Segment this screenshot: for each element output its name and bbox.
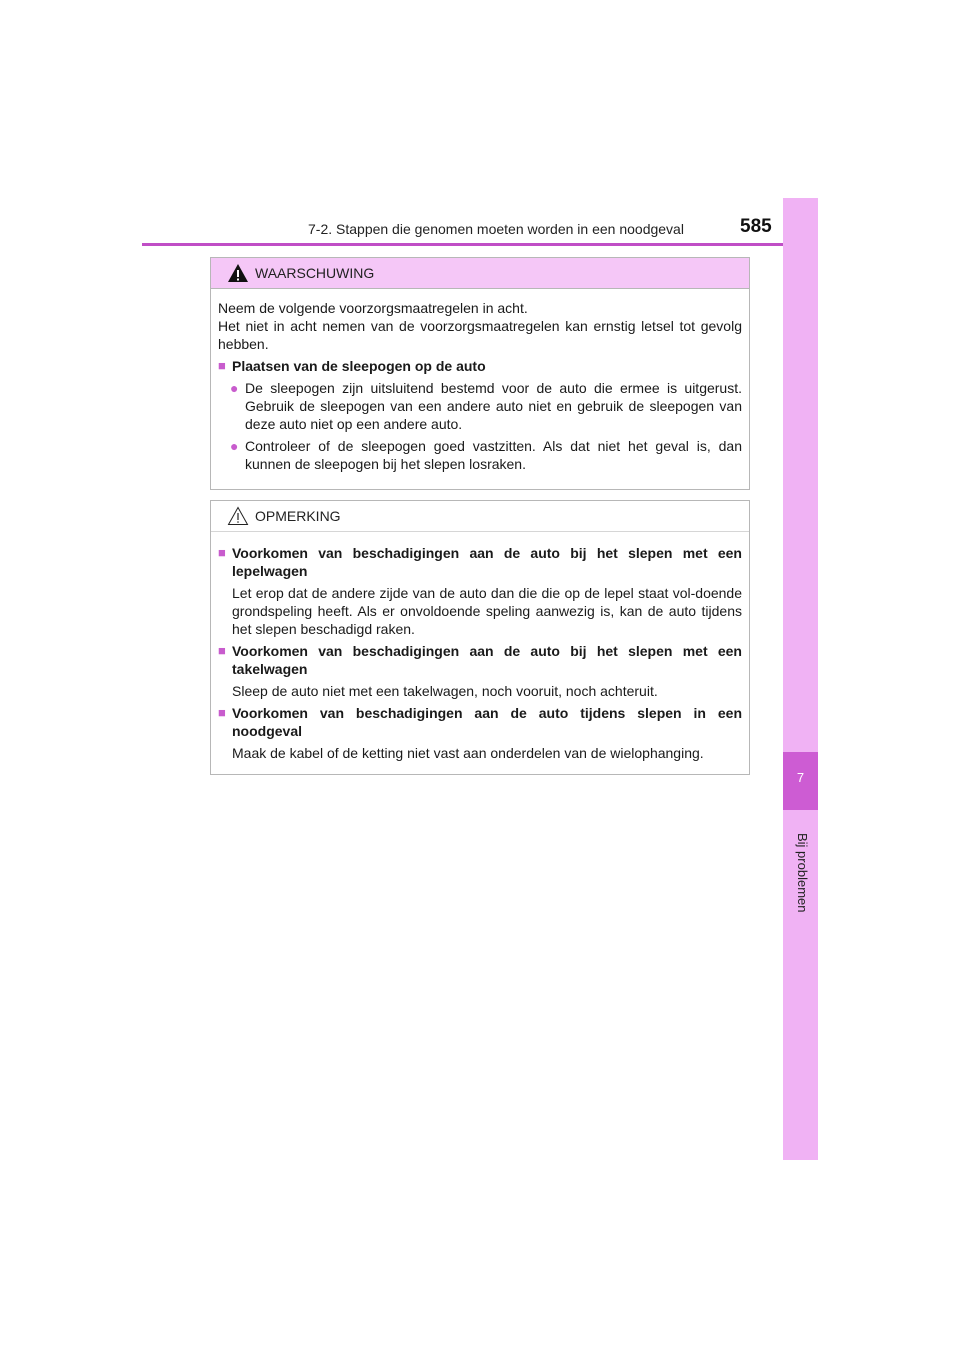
warning-heading: WAARSCHUWING (255, 265, 375, 281)
chapter-label (790, 833, 810, 913)
warning-item-text: Controleer of de sleepogen goed vastzitten. Als dat niet het geval is, dan kunnen de sleepogen bij het slepen losraken. (245, 438, 742, 472)
warning-intro-2: Het niet in acht nemen van de voorzorgsmaatregelen kan ernstig letsel tot gevolg hebben. (218, 318, 742, 352)
warning-section-title: Plaatsen van de sleepogen op de auto (232, 358, 486, 374)
warning-header (211, 258, 749, 289)
chapter-side-tab (783, 198, 818, 1160)
running-header-title: 7-2. Stappen die genomen moeten worden in een noodgeval (308, 221, 684, 237)
warning-intro-1: Neem de volgende voorzorgsmaatregelen in acht. (218, 300, 528, 316)
note-section (218, 544, 742, 580)
note-section-title: Voorkomen van beschadigingen aan de auto bij het slepen met een lepelwagen (232, 545, 742, 579)
note-section-text: Let erop dat de andere zijde van de auto dan die die op de lepel staat vol-doende grondspeling heeft. Als er onvoldoende speling aanwezig is, kan de auto tijdens het slepen beschadigd raken. (232, 585, 742, 637)
note-section-text: Sleep de auto niet met een takelwagen, noch vooruit, noch achteruit. (232, 683, 658, 699)
warning-body (211, 289, 749, 473)
warning-box (210, 257, 750, 490)
note-section (218, 642, 742, 678)
chapter-label-text: Bij problemen (795, 833, 810, 913)
page-number: 585 (740, 216, 772, 237)
caution-outline-icon (227, 506, 249, 526)
square-bullet-icon: ■ (218, 358, 226, 373)
note-section-title: Voorkomen van beschadigingen aan de auto tijdens slepen in een noodgeval (232, 705, 742, 739)
square-bullet-icon: ■ (218, 705, 226, 720)
note-body (211, 532, 749, 762)
circle-bullet-icon: ● (230, 380, 239, 396)
warning-item-text: De sleepogen zijn uitsluitend bestemd voor de auto die ermee is uitgerust. Gebruik de sleepogen van een andere auto niet en gebruik de sleepogen van deze auto niet op een andere auto. (245, 380, 742, 432)
list-item (218, 379, 742, 433)
circle-bullet-icon: ● (230, 438, 239, 454)
note-box (210, 500, 750, 775)
chapter-number: 7 (796, 770, 805, 785)
note-section-title: Voorkomen van beschadigingen aan de auto bij het slepen met een takelwagen (232, 643, 742, 677)
header-divider (142, 243, 818, 246)
list-item (218, 437, 742, 473)
square-bullet-icon: ■ (218, 643, 226, 658)
note-section (218, 704, 742, 740)
note-heading: OPMERKING (255, 508, 341, 524)
warning-section (218, 357, 742, 375)
note-section-text: Maak de kabel of de ketting niet vast aan onderdelen van de wielophanging. (232, 745, 704, 761)
note-header (211, 501, 749, 532)
warning-triangle-icon (227, 263, 249, 283)
square-bullet-icon: ■ (218, 545, 226, 560)
